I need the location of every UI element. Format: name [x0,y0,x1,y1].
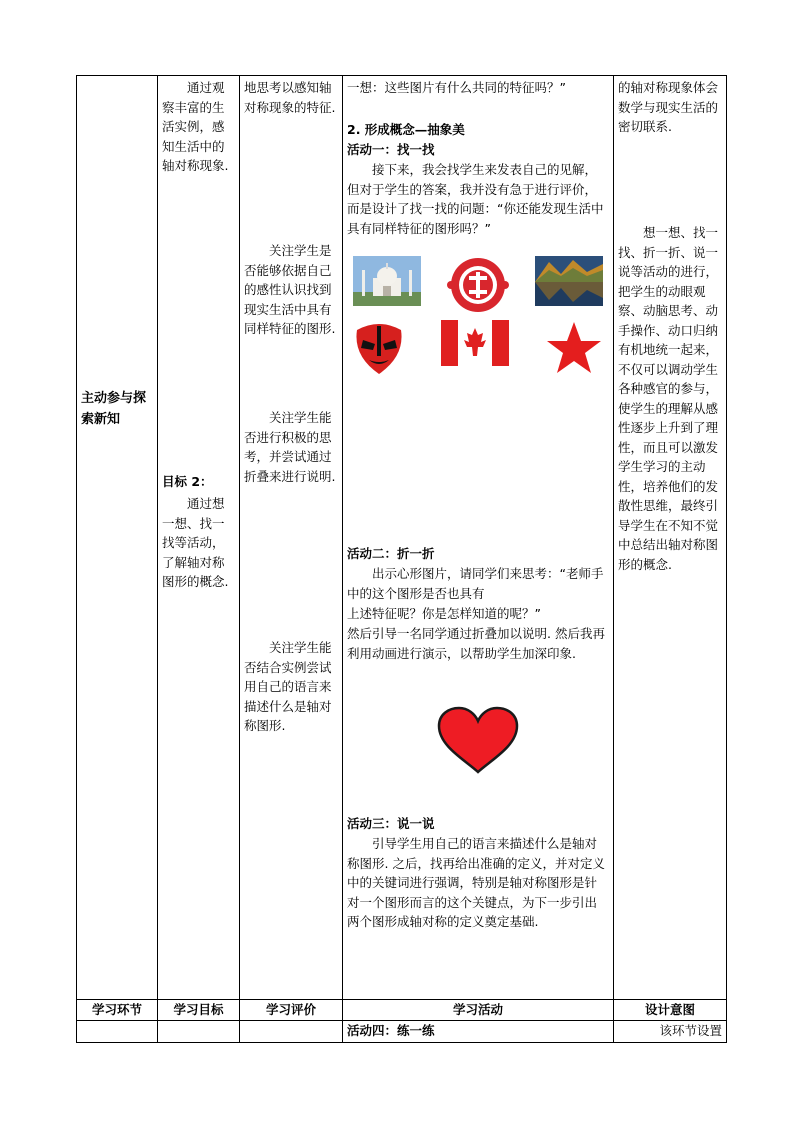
activity-2-text-1: 出示心形图片，请同学们来思考：“老师手中的这个图形是否也具有 [347,566,604,601]
opera-mask-image [353,320,405,376]
next-evaluation [240,1021,343,1043]
intent-continued: 的轴对称现象体会数学与现实生活的密切联系. [618,80,719,134]
activity-1-text: 接下来，我会找学生来发表自己的见解，但对于学生的答案，我并没有急于进行评价，而是设计了找一找的问题：“你还能发现生活中具有同样特征的图形吗？” [347,162,604,236]
next-row [77,1021,727,1043]
header-stage: 学习环节 [77,1000,158,1021]
eval-1: 关注学生是否能够依据自己的感性认识找到现实生活中具有同样特征的图形. [244,243,336,336]
canada-flag-image [441,320,509,366]
header-activity: 学习活动 [343,1000,614,1021]
goal1-text: 通过观察丰富的生活实例，感知生活中的轴对称现象. [162,80,229,173]
heart-image [435,706,521,776]
evaluation-cell [240,76,343,1000]
header-row [77,1000,727,1021]
header-goal: 学习目标 [158,1000,240,1021]
stage-cell [77,76,158,1000]
image-row-1 [347,256,609,314]
mountain-reflection-image [535,256,603,306]
taj-mahal-image [353,256,421,306]
next-goal [158,1021,240,1043]
next-intent: 该环节设置 [614,1021,727,1043]
next-stage [77,1021,158,1043]
goal2-text: 通过想一想、找一找等活动，了解轴对称图形的概念. [162,496,229,589]
activity-3-title: 活动三：说一说 [347,816,435,831]
lesson-plan-table [76,75,727,1043]
heart-figure [347,706,609,782]
paper-cut-image [445,256,511,314]
activity-3-text: 引导学生用自己的语言来描述什么是轴对称图形. 之后，找再给出准确的定义，并对定义中的关键词进行强调，特别是轴对称图形是针对一个图形而言的这个关键点，为下一步引出两个图形成轴对称的定义奠定基础. [347,836,605,929]
header-design-intent: 设计意图 [614,1000,727,1021]
section-2-title: 2. 形成概念—抽象美 [347,122,465,137]
stage-label: 主动参与探索新知 [81,391,147,427]
activity-2-text-2: 上述特征呢？你是怎样知道的呢？” [347,606,541,621]
intent-2: 想一想、找一找、折一折、说一说等活动的进行，把学生的动眼观察、动脑思考、动手操作、动口归纳有机地统一起来，不仅可以调动学生各种感官的参与，使学生的理解从感性逐步上升到了理性，而且可以激发学生学习的主动性，培养他们的发散性思维，最终引导学生在不知不觉中总结出轴对称图形的概念. [618,225,719,572]
eval-3: 关注学生能否结合实例尝试用自己的语言来描述什么是轴对称图形. [244,640,332,733]
header-evaluation: 学习评价 [240,1000,343,1021]
red-star-image [545,320,603,376]
activity-cell [343,76,614,1000]
activity-2-title: 活动二：折一折 [347,546,435,561]
main-row [77,76,727,1000]
activity-1-title: 活动一：找一找 [347,142,435,157]
activity-2-text-3: 然后引导一名同学通过折叠加以说明. 然后我再利用动画进行演示，以帮助学生加深印象. [347,626,605,661]
image-row-2 [347,320,609,376]
activity-4-title: 活动四：练一练 [343,1021,614,1043]
design-intent-cell [614,76,727,1000]
goal2-title: 目标 2： [162,474,213,489]
eval-continued: 地思考以感知轴对称现象的特征. [244,80,336,115]
goal-cell [158,76,240,1000]
eval-2: 关注学生能否进行积极的思考，并尝试通过折叠来进行说明. [244,410,336,484]
intro-text: 一想：这些图片有什么共同的特征吗？” [347,80,566,95]
